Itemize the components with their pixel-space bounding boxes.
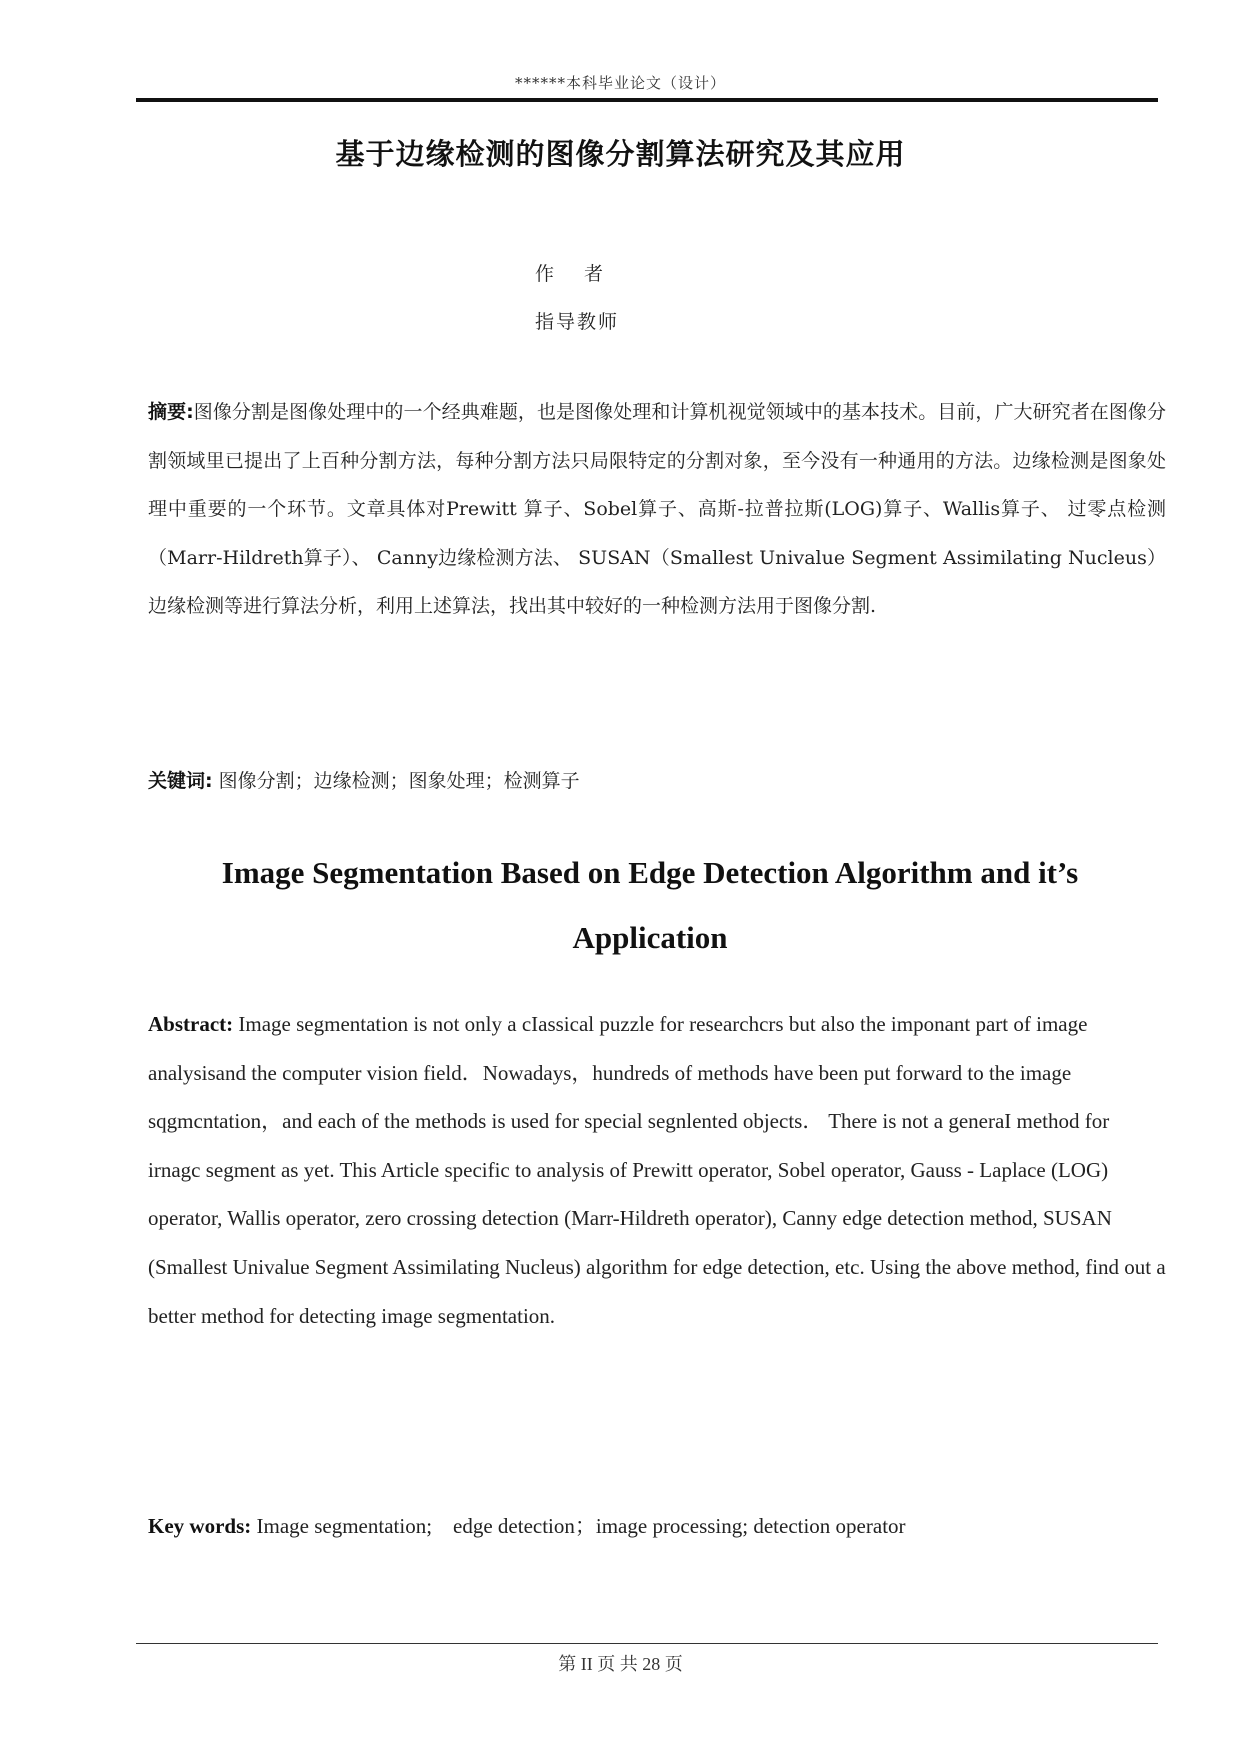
english-keywords-label: Key words:	[148, 1514, 252, 1538]
english-keywords	[148, 1510, 1166, 1540]
english-abstract-text: Image segmentation is not only a cIassical puzzle for researchcrs but also the imponant part of image analysisand the computer vision field．Nowadays，hundreds of methods have been put forward to the image sqgmcntation，and each of the methods is used for special segnlented objects． There is not a generaI method for irnagc segment as yet. This Article specific to analysis of Prewitt operator, Sobel operator, Gauss - Laplace (LOG) operator, Wallis operator, zero crossing detection (Marr-Hildreth operator), Canny edge detection method, SUSAN (Smallest Univalue Segment Assimilating Nucleus) algorithm for edge detection, etc. Using the above method, find out a better method for detecting image segmentation.	[148, 1012, 1166, 1328]
chinese-title: 基于边缘检测的图像分割算法研究及其应用	[335, 137, 906, 171]
footer-rule	[136, 1643, 1158, 1644]
chinese-abstract-label: 摘要:	[148, 401, 194, 423]
chinese-keywords-label: 关键词:	[148, 770, 213, 792]
english-keywords-text: Image segmentation; edge detection；image processing; detection operator	[251, 1514, 906, 1538]
english-abstract-label: Abstract:	[148, 1012, 234, 1036]
running-header: ******本科毕业论文（设计）	[514, 74, 726, 92]
advisor-label: 指导教师	[535, 311, 620, 333]
chinese-abstract	[148, 388, 1166, 631]
english-title: Image Segmentation Based on Edge Detection Algorithm and it’s Application	[221, 855, 1079, 955]
chinese-keywords-text: 图像分割；边缘检测；图象处理；检测算子	[218, 770, 580, 792]
page-number: 第 II 页 共 28 页	[558, 1654, 683, 1674]
chinese-abstract-text: 图像分割是图像处理中的一个经典难题，也是图像处理和计算机视觉领域中的基本技术。目前，广大研究者在图像分割领域里已提出了上百种分割方法，每种分割方法只局限特定的分割对象，至今没有一种通用的方法。边缘检测是图象处理中重要的一个环节。文章具体对Prewitt 算子、Sobel算子、高斯-拉普拉斯(LOG)算子、Wallis算子、 过零点检测（Marr-Hildreth算子）、 Canny边缘检测方法、 SUSAN（Smallest Univalue Segment Assimilating Nucleus）边缘检测等进行算法分析，利用上述算法，找出其中较好的一种检测方法用于图像分割.	[148, 401, 1166, 618]
header-rule	[136, 98, 1158, 102]
english-abstract	[148, 1000, 1166, 1340]
author-label: 作者	[535, 263, 634, 285]
chinese-keywords	[148, 766, 1166, 793]
